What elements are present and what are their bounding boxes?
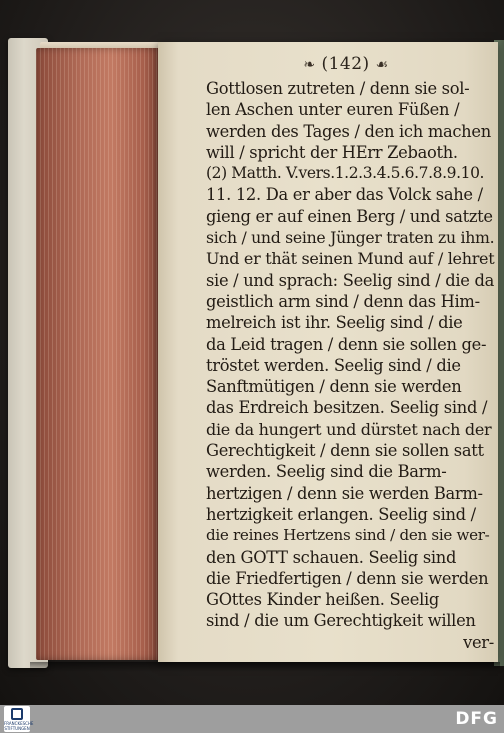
text-line: melreich ist ihr. Seelig sind / die xyxy=(206,313,463,333)
text-line: Gerechtigkeit / denn sie sollen satt xyxy=(206,441,484,461)
text-line: die Friedfertigen / denn sie werden xyxy=(206,568,489,588)
text-line: GOttes Kinder heißen. Seelig xyxy=(206,590,440,610)
text-line: Sanftmütigen / denn sie werden xyxy=(206,377,462,397)
text-line: sind / die um Gerechtigkeit willen xyxy=(206,611,476,631)
text-line: werden. Seelig sind die Barm- xyxy=(206,462,447,482)
text-line: len Aschen unter euren Füßen / xyxy=(206,100,460,120)
book-shadow xyxy=(30,662,500,672)
text-line: Gottlosen zutreten / denn sie sol- xyxy=(206,79,470,98)
viewer-footer xyxy=(0,705,504,733)
text-line: sie / und sprach: Seelig sind / die da xyxy=(206,270,495,290)
ornament-right-icon: ☙ xyxy=(375,57,389,73)
text-line: (2) Matth. V.vers.1.2.3.4.5.6.7.8.9.10. xyxy=(206,164,485,183)
text-line: werden des Tages / den ich machen xyxy=(206,121,491,141)
logo-text: FRANCKESCHE STIFTUNGEN xyxy=(4,721,34,731)
page-number: (142) xyxy=(321,54,370,74)
text-line: Und er thät seinen Mund auf / lehret xyxy=(206,249,495,269)
institution-logo[interactable] xyxy=(4,706,34,732)
text-line: gieng er auf einen Berg / und satzte xyxy=(206,206,493,226)
page-text xyxy=(206,78,494,653)
text-line: die reines Hertzens sind / den sie wer- xyxy=(206,526,490,545)
page-header xyxy=(196,54,496,74)
text-line: hertzigen / denn sie werden Barm- xyxy=(206,483,483,503)
page-stack-edges xyxy=(36,48,162,660)
text-line: hertzigkeit erlangen. Seelig sind / xyxy=(206,504,476,524)
text-line: 11. 12. Da er aber das Volck sahe / xyxy=(206,185,483,205)
text-line: das Erdreich besitzen. Seelig sind / xyxy=(206,398,488,418)
text-line: geistlich arm sind / denn das Him- xyxy=(206,291,480,311)
text-line: da Leid tragen / denn sie sollen ge- xyxy=(206,334,487,354)
text-line: will / spricht der HErr Zebaoth. xyxy=(206,142,458,162)
text-line: ver- xyxy=(463,632,494,652)
text-line: den GOTT schauen. Seelig sind xyxy=(206,547,457,567)
text-line: die da hungert und dürstet nach der xyxy=(206,419,492,439)
logo-mark-icon xyxy=(11,708,23,720)
text-line: tröstet werden. Seelig sind / die xyxy=(206,355,461,375)
text-line: sich / und seine Jünger traten zu ihm. xyxy=(206,228,495,248)
ornament-left-icon: ❧ xyxy=(303,57,316,73)
dfg-logo[interactable]: DFG xyxy=(455,709,498,729)
